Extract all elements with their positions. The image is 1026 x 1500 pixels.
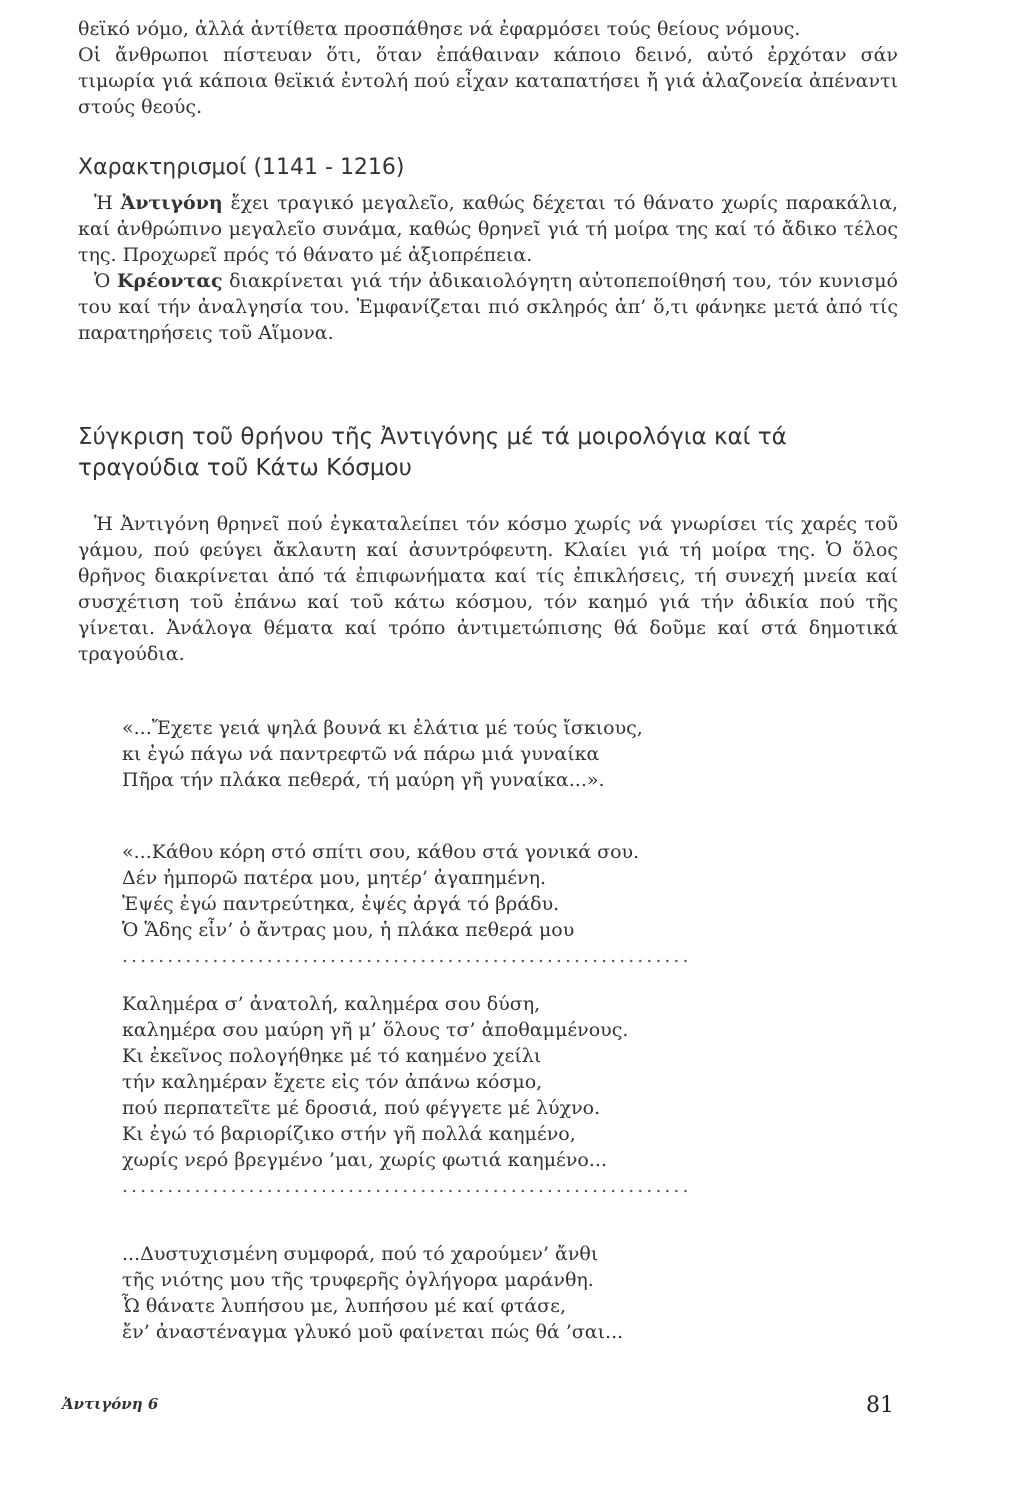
verse-line: ἔν’ ἀναστέναγμα γλυκό μοῦ φαίνεται πώς θά ’σαι... bbox=[122, 1321, 624, 1343]
p2-rest: διακρίνεται γιά τήν ἀδικαιολόγητη αὐτοπεποίθησή του, τόν κυνισμό του καί τήν ἀναλγησία του. Ἐμφανίζεται πιό σκληρός ἀπ’ ὅ,τι φάνηκε μετά ἀπό τίς παρατηρήσεις τοῦ Αἵμονα. bbox=[78, 270, 898, 344]
comparison-heading: Σύγκριση τοῦ θρήνου τῆς Ἀντιγόνης μέ τά μοιρολόγια καί τά τραγούδια τοῦ Κάτω Κόσμου bbox=[78, 424, 787, 481]
p1-prefix: Ἡ bbox=[94, 192, 121, 214]
characterizations-text bbox=[78, 190, 898, 346]
verse-line: «...Κάθου κόρη στό σπίτι σου, κάθου στά γονικά σου. bbox=[122, 841, 640, 863]
verse-line: Κι ἐγώ τό βαριορίζικο στήν γῆ πολλά καημένο, bbox=[122, 1123, 576, 1145]
verse-line: Καλημέρα σ’ ἀνατολή, καλημέρα σου δύση, bbox=[122, 993, 541, 1015]
verse-stanza-3 bbox=[122, 991, 762, 1199]
footer-book-title: Ἀντιγόνη 6 bbox=[62, 1395, 159, 1413]
creon-paragraph bbox=[78, 268, 898, 346]
ellipsis-separator: ............................................................... bbox=[122, 945, 692, 967]
verse-line: Ὦ θάνατε λυπήσου με, λυπήσου μέ καί φτάσε, bbox=[122, 1295, 567, 1317]
verse-line: χωρίς νερό βρεγμένο ’μαι, χωρίς φωτιά καημένο... bbox=[122, 1149, 607, 1171]
intro-text bbox=[78, 16, 898, 120]
verse-line: ...Δυστυχισμένη συμφορά, πού τό χαρούμεν’ ἄνθι bbox=[122, 1243, 599, 1265]
verse-line: τήν καλημέραν ἔχετε εἰς τόν ἀπάνω κόσμο, bbox=[122, 1071, 543, 1093]
comparison-paragraph: Ἡ Ἀντιγόνη θρηνεῖ πού ἐγκαταλείπει τόν κόσμο χωρίς νά γνωρίσει τίς χαρές τοῦ γάμου, πού φεύγει ἄκλαυτη καί ἀσυντρόφευτη. Κλαίει γιά τή μοίρα της. Ὁ ὅλος θρῆνος διακρίνεται ἀπό τά ἐπιφωνήματα καί τίς ἐπικλήσεις, τή συνεχή μνεία καί συσχέτιση τοῦ ἐπάνω καί τοῦ κάτω κόσμου, τόν καημό γιά τήν ἀδικία πού τῆς γίνεται. Ἀνάλογα θέματα καί τρόπο ἀντιμετώπισης θά δοῦμε καί στά δημοτικά τραγούδια. bbox=[78, 513, 898, 665]
antigone-paragraph bbox=[78, 190, 898, 268]
p1-rest: ἔχει τραγικό μεγαλεῖο, καθώς δέχεται τό θάνατο χωρίς παρακάλια, καί ἀνθρώπινο μεγαλεῖο συνάμα, καθώς θρηνεῖ γιά τή μοίρα της καί τό ἄδικο τέλος της. Προχωρεῖ πρός τό θάνατο μέ ἀξιοπρέπεια. bbox=[78, 192, 898, 266]
antigone-name: Ἀντιγόνη bbox=[120, 192, 223, 214]
ellipsis-separator: ............................................................... bbox=[122, 1175, 692, 1197]
p2-prefix: Ὁ bbox=[94, 270, 117, 292]
verse-line: Πῆρα τήν πλάκα πεθερά, τή μαύρη γῆ γυναίκα...». bbox=[122, 769, 605, 791]
intro-paragraph: Οἱ ἄνθρωποι πίστευαν ὅτι, ὅταν ἐπάθαιναν κάποιο δεινό, αὐτό ἐρχόταν σάν τιμωρία γιά κάποια θεϊκιά ἐντολή πού εἶχαν καταπατήσει ἤ γιά ἀλαζονεία ἀπέναντι στούς θεούς. bbox=[78, 44, 898, 118]
verse-line: Ὁ Ἅδης εἶν’ ὁ ἄντρας μου, ἡ πλάκα πεθερά μου bbox=[122, 919, 575, 941]
creon-name: Κρέοντας bbox=[116, 270, 223, 292]
intro-line-1: θεϊκό νόμο, ἀλλά ἀντίθετα προσπάθησε νά ἐφαρμόσει τούς θείους νόμους. bbox=[78, 18, 801, 40]
verse-line: Δέν ἠμπορῶ πατέρα μου, μητέρ’ ἀγαπημένη. bbox=[122, 867, 547, 889]
verse-line: καλημέρα σου μαύρη γῆ μ’ ὅλους τσ’ ἀποθαμμένους. bbox=[122, 1019, 629, 1041]
verse-line: τῆς νιότης μου τῆς τρυφερῆς ὀγλήγορα μαράνθη. bbox=[122, 1269, 594, 1291]
comparison-text bbox=[78, 511, 898, 667]
characterizations-heading: Χαρακτηρισμοί (1141 - 1216) bbox=[78, 155, 405, 180]
verse-line: Ἐψές ἐγώ παντρεύτηκα, ἐψές ἀργά τό βράδυ. bbox=[122, 893, 560, 915]
verse-stanza-2 bbox=[122, 839, 762, 969]
verse-line: Κι ἐκεῖνος πολογήθηκε μέ τό καημένο χείλι bbox=[122, 1045, 542, 1067]
verse-line: πού περπατεῖτε μέ δροσιά, πού φέγγετε μέ λύχνο. bbox=[122, 1097, 601, 1119]
verse-line: κι ἐγώ πάγω νά παντρεφτῶ νά πάρω μιά γυναίκα bbox=[122, 743, 600, 765]
verse-stanza-1 bbox=[122, 715, 762, 793]
verse-stanza-4 bbox=[122, 1241, 762, 1345]
verse-line: «...Ἔχετε γειά ψηλά βουνά κι ἐλάτια μέ τούς ἴσκιους, bbox=[122, 717, 643, 739]
page-number: 81 bbox=[866, 1393, 894, 1418]
